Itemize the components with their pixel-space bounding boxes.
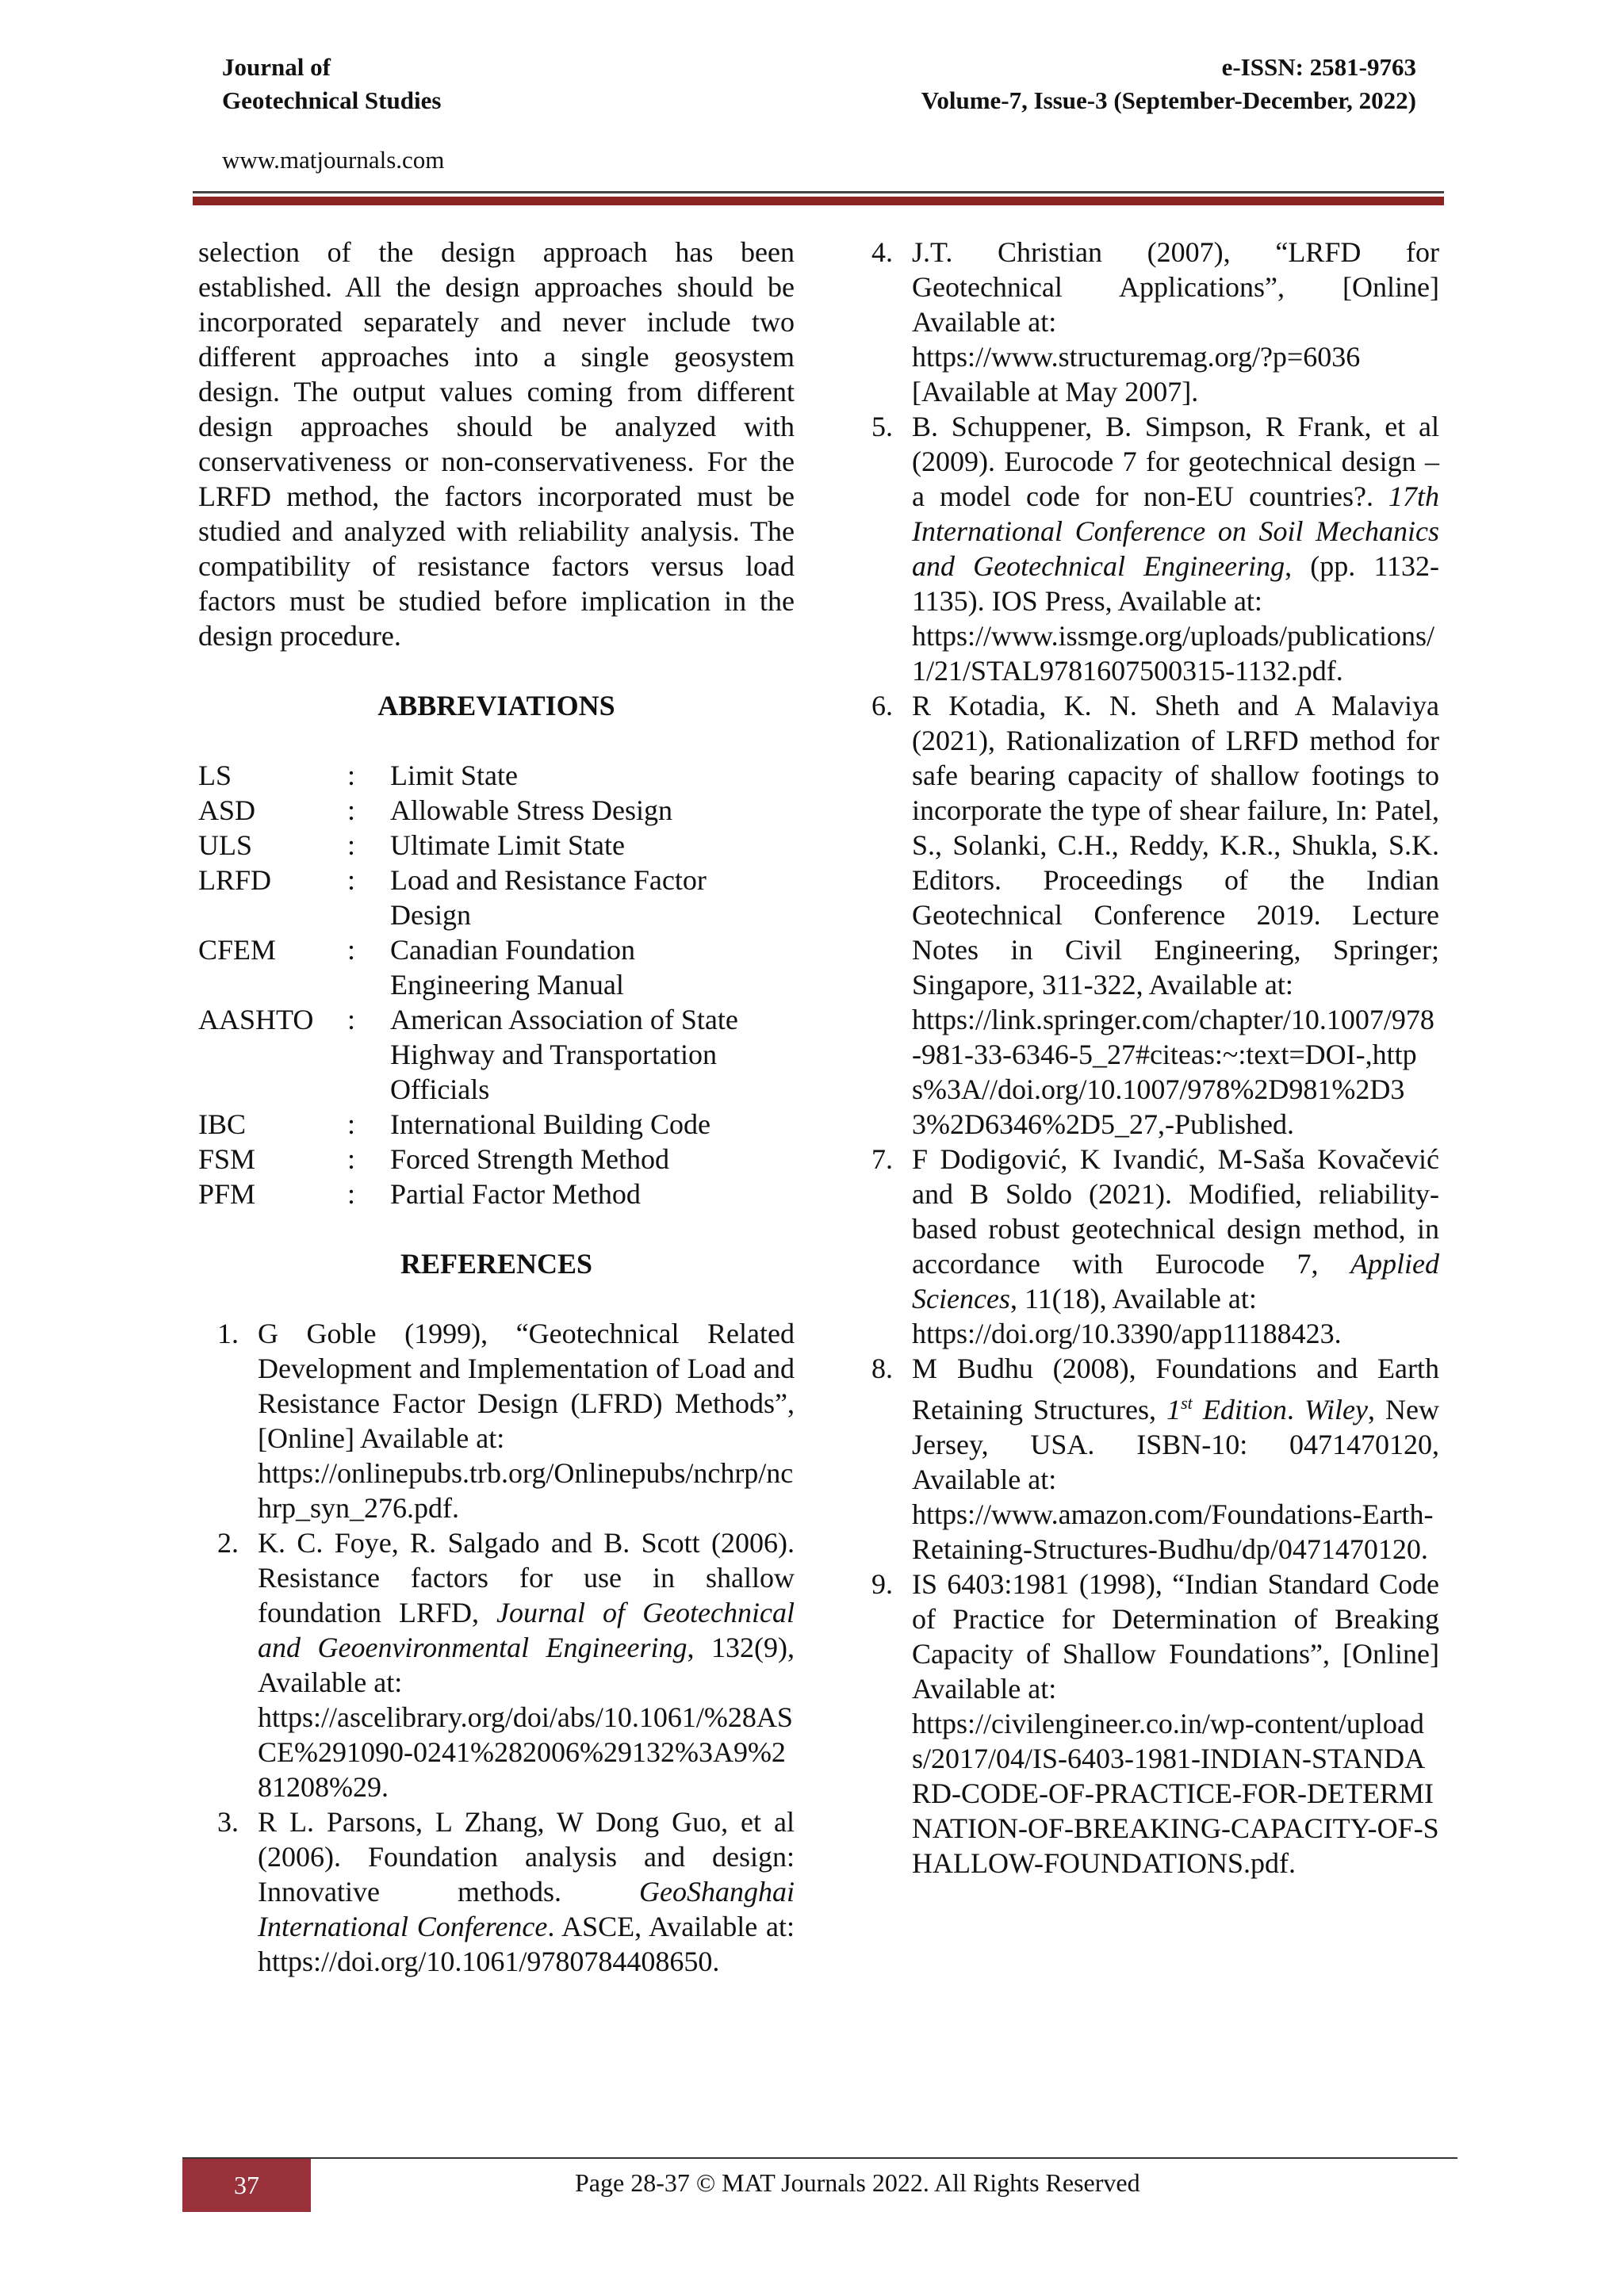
reference-text: R L. Parsons, L Zhang, W Dong Guo, et al (2006). Foundation analysis and design: Innovative methods. [258,1806,795,1908]
abbr-row [198,1107,795,1142]
reference-text: . [1286,1394,1294,1425]
abbr-colon: : [347,1178,356,1210]
reference-edition [1166,1394,1287,1425]
reference-number: 6. [871,690,893,721]
reference-body [912,1567,1439,1881]
reference-number: 8. [871,1353,893,1384]
abbr-colon: : [347,864,356,896]
abbr-row [198,1002,795,1107]
reference-url: https://www.amazon.com/Foundations-Earth-Retaining-Structures-Budhu/dp/0471470120. [912,1498,1434,1565]
reference-item [852,1142,1439,1351]
page-number-box [182,2159,311,2212]
abbr-definition: Load and Resistance Factor Design [390,864,707,931]
reference-item [852,1567,1439,1881]
reference-item [198,1804,795,1979]
abbr-term: CFEM [198,934,277,966]
journal-title [222,51,441,117]
reference-text: , 132(9), Available at: [258,1632,795,1698]
reference-number: 9. [871,1568,893,1600]
abbr-row [198,758,795,793]
reference-body [912,409,1439,688]
reference-url: https://www.issmge.org/uploads/publications/1/21/STAL9781607500315-1132.pdf. [912,620,1434,687]
reference-text: K. C. Foye, R. Salgado and B. Scott (2006). Resistance factors for use in shallow foundation LRFD, [258,1527,795,1628]
abbr-row [198,932,795,1002]
reference-item [852,235,1439,409]
abbr-row [198,1142,795,1177]
abbr-colon: : [347,829,356,861]
reference-text: , 11(18), Available at: [1009,1283,1257,1314]
page-number: 37 [234,2171,259,2199]
reference-text: J.T. Christian (2007), “LRFD for Geotechnical Applications”, [Online] Available at: [912,236,1439,338]
abbr-definition: Canadian Foundation Engineering Manual [390,934,635,1001]
volume-issue: Volume-7, Issue-3 (September-December, 2022) [921,86,1416,114]
footer-rule [182,2157,1457,2159]
reference-item [852,409,1439,688]
abbr-definition: International Building Code [390,1108,710,1140]
abbr-term: PFM [198,1178,256,1210]
reference-publisher: Wiley [1304,1394,1368,1425]
abbr-definition: Partial Factor Method [390,1178,641,1210]
abbr-term: AASHTO [198,1004,314,1035]
abbr-colon: : [347,934,356,966]
reference-text: B. Schuppener, B. Simpson, R Frank, et al (2009). Eurocode 7 for geotechnical design – a model code for non-EU countries?. [912,411,1439,512]
abbr-term: LS [198,760,232,791]
abbr-colon: : [347,1004,356,1035]
abbreviations-heading: ABBREVIATIONS [377,690,615,721]
abbr-definition: Forced Strength Method [390,1143,669,1175]
reference-number: 4. [871,236,893,268]
reference-text: M Budhu (2008), Foundations and Earth Retaining Structures, [912,1353,1439,1425]
reference-text: , New Jersey, USA. ISBN-10: 0471470120, Available at: [912,1394,1440,1495]
abbr-definition: American Association of State Highway and Transportation Officials [390,1004,738,1105]
reference-body [258,1316,795,1525]
reference-url: https://doi.org/10.3390/app11188423. [912,1318,1342,1349]
abbr-term: ULS [198,829,253,861]
reference-journal: Journal of Geotechnical and Geoenvironmental Engineering [258,1597,795,1663]
reference-number: 7. [871,1143,893,1175]
abbr-term: ASD [198,794,256,826]
journal-website: www.matjournals.com [222,146,445,174]
abbr-row [198,828,795,863]
reference-text: F Dodigović, K Ivandić, M-Saša Kovačević and B Soldo (2021). Modified, reliability-based robust geotechnical design method, in accordance with Eurocode 7, [912,1143,1439,1280]
reference-text: IS 6403:1981 (1998), “Indian Standard Code of Practice for Determination of Breaking Capacity of Shallow Foundations”, [Online] Available at: [912,1568,1439,1705]
edition-superscript: st [1181,1393,1193,1413]
reference-body [912,688,1439,1142]
abbr-colon: : [347,1108,356,1140]
abbr-row [198,793,795,828]
abbr-definition: Ultimate Limit State [390,829,625,861]
issn: e-ISSN: 2581-9763 [1221,53,1416,81]
reference-body [912,1351,1439,1567]
references-heading: REFERENCES [400,1248,593,1280]
edition-word: Edition [1202,1394,1287,1425]
reference-url: https://link.springer.com/chapter/10.1007/978-981-33-6346-5_27#citeas:~:text=DOI-,https%3A//doi.org/10.1007/978%2D981%2D33%2D6346%2D5_27,-Published. [912,1004,1434,1140]
journal-title-line1: Journal of [222,53,331,81]
abbr-term: IBC [198,1108,247,1140]
reference-item [852,1351,1439,1567]
body-paragraph: selection of the design approach has been established. All the design approaches should be incorporated separately and never include two different approaches into a single geosystem design. The output values coming from different design approaches should be analyzed with conservativeness or non-conservativeness. For the LRFD method, the factors incorporated must be studied and analyzed with reliability analysis. The compatibility of resistance factors versus load factors must be studied before implication in the design procedure. [198,236,795,652]
reference-conference: 17th International Conference on Soil Mechanics and Geotechnical Engineering [912,480,1439,582]
abbr-term: LRFD [198,864,272,896]
reference-conference: GeoShanghai International Conference [258,1876,795,1942]
reference-text: . ASCE, Available at: https://doi.org/10.1061/9780784408650. [258,1911,795,1977]
reference-body [258,1804,795,1979]
right-column [852,235,1439,1881]
abbr-colon: : [347,1143,356,1175]
reference-url: https://ascelibrary.org/doi/abs/10.1061/%28ASCE%291090-0241%282006%29132%3A9%281208%29. [258,1701,793,1803]
reference-body [912,235,1439,409]
reference-number: 3. [217,1806,239,1838]
abbr-term: FSM [198,1143,256,1175]
reference-text: , (pp. 1132-1135). IOS Press, Available at: [912,550,1439,617]
abbreviations-list [198,758,795,1211]
reference-note: [Available at May 2007]. [912,376,1199,408]
edition-number: 1 [1166,1394,1182,1425]
reference-url: https://onlinepubs.trb.org/Onlinepubs/nchrp/nchrp_syn_276.pdf. [258,1457,794,1524]
reference-url: https://www.structuremag.org/?p=6036 [912,341,1361,373]
reference-body [912,1142,1439,1351]
reference-item [198,1316,795,1525]
issue-info [921,51,1416,117]
journal-title-line2: Geotechnical Studies [222,86,442,114]
abbr-colon: : [347,794,356,826]
left-column [198,235,795,1979]
reference-number: 2. [217,1527,239,1559]
abbr-colon: : [347,760,356,791]
header-rule-thick [193,197,1444,205]
header-rule-thin [193,191,1444,193]
reference-number: 1. [217,1318,239,1349]
abbr-row [198,863,795,932]
reference-number: 5. [871,411,893,442]
reference-text: R Kotadia, K. N. Sheth and A Malaviya (2021), Rationalization of LRFD method for safe bearing capacity of shallow footings to incorporate the type of shear failure, In: Patel, S., Solanki, C.H., Reddy, K.R., Shukla, S.K. Editors. Proceedings of the Indian Geotechnical Conference 2019. Lecture Notes in Civil Engineering, Springer; Singapore, 311-322, Available at: [912,690,1439,1001]
reference-url: https://civilengineer.co.in/wp-content/uploads/2017/04/IS-6403-1981-INDIAN-STANDARD-CODE-OF-PRACTICE-FOR-DETERMINATION-OF-BREAKING-CAPACITY-OF-SHALLOW-FOUNDATIONS.pdf. [912,1708,1439,1879]
abbr-row [198,1177,795,1211]
reference-text: G Goble (1999), “Geotechnical Related Development and Implementation of Load and Resistance Factor Design (LFRD) Methods”, [Online] Available at: [258,1318,795,1454]
reference-item [198,1525,795,1804]
reference-journal: Applied Sciences [912,1248,1440,1314]
reference-item [852,688,1439,1142]
abbr-definition: Allowable Stress Design [390,794,672,826]
reference-body [258,1525,795,1804]
abbr-definition: Limit State [390,760,518,791]
footer-copyright: Page 28-37 © MAT Journals 2022. All Rights Reserved [575,2168,1140,2197]
